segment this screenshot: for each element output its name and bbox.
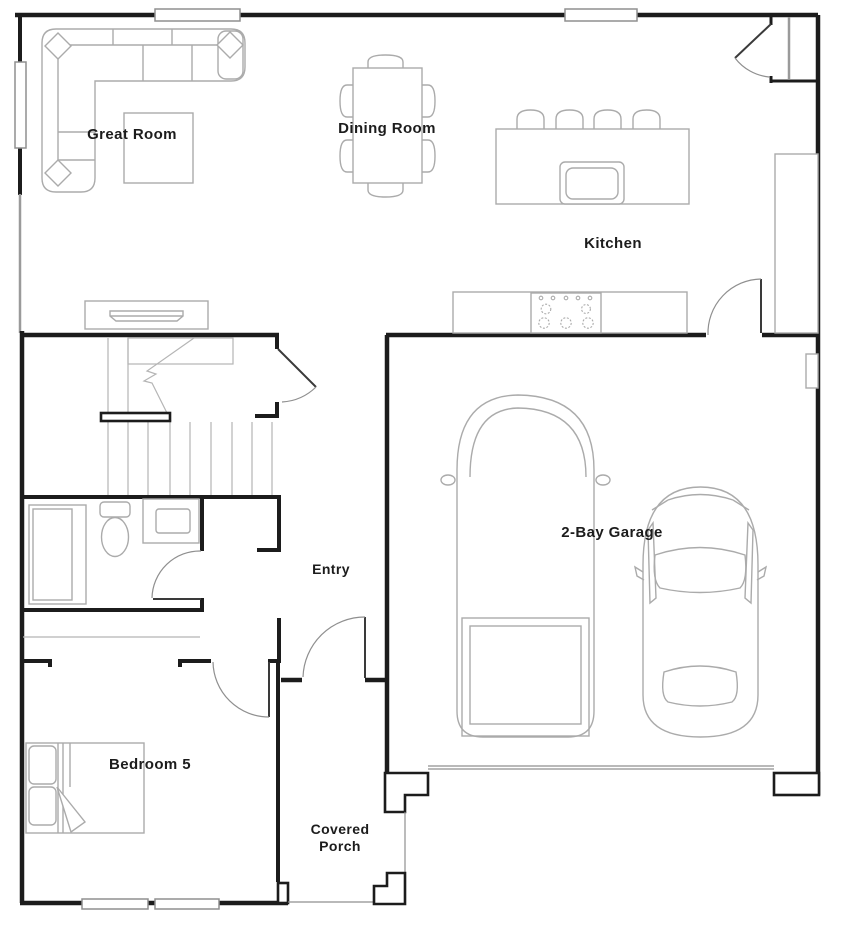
kitchen-label: Kitchen bbox=[584, 235, 642, 252]
water-heater bbox=[806, 354, 818, 388]
bedroom-top-wall bbox=[20, 659, 281, 667]
bathroom bbox=[23, 499, 201, 637]
bedroom-corner-pillar bbox=[278, 883, 288, 903]
front-door bbox=[303, 617, 365, 678]
garage-pillar-right bbox=[774, 773, 819, 795]
tv-icon bbox=[110, 311, 183, 321]
entry-west-wall bbox=[255, 333, 277, 418]
window-top-left bbox=[155, 9, 240, 21]
pantry-walls bbox=[771, 15, 818, 83]
bathroom-vanity bbox=[143, 499, 199, 543]
island-sink bbox=[560, 162, 624, 204]
toilet-icon bbox=[100, 502, 130, 557]
window-bedroom-1 bbox=[82, 899, 148, 909]
bathroom-door bbox=[152, 551, 201, 599]
entry bbox=[278, 349, 365, 678]
kitchen-counter-right bbox=[775, 154, 818, 333]
bedroom-5 bbox=[26, 662, 288, 903]
garage-entry-door bbox=[708, 279, 761, 335]
window-bedroom-2 bbox=[155, 899, 219, 909]
doors bbox=[708, 24, 771, 335]
shower bbox=[29, 505, 86, 604]
garage-label: 2-Bay Garage bbox=[561, 524, 663, 541]
under-stair-closet bbox=[128, 338, 233, 364]
pickup-truck-icon bbox=[441, 395, 610, 737]
porch-label-line2: Porch bbox=[319, 838, 361, 854]
dining-room-label: Dining Room bbox=[338, 120, 436, 137]
staircase bbox=[85, 301, 272, 495]
stair-railing bbox=[101, 413, 170, 421]
porch-label-line1: Covered bbox=[310, 821, 370, 837]
covered-porch bbox=[288, 812, 405, 904]
window-top-right bbox=[565, 9, 637, 21]
great-room bbox=[42, 29, 245, 192]
bar-stools bbox=[517, 110, 660, 129]
bedroom5-label: Bedroom 5 bbox=[109, 756, 191, 773]
dining-room bbox=[338, 55, 436, 197]
stair-hall-door bbox=[278, 349, 316, 402]
garage bbox=[385, 354, 819, 812]
garage-door bbox=[428, 766, 774, 769]
stair-treads bbox=[148, 422, 272, 495]
bedroom-door bbox=[213, 662, 269, 717]
coffee-table bbox=[124, 113, 193, 183]
window-left-wall bbox=[15, 62, 26, 148]
kitchen bbox=[453, 110, 818, 333]
entry-label: Entry bbox=[312, 561, 350, 577]
cooktop-counter bbox=[453, 292, 687, 333]
pantry-door bbox=[735, 24, 771, 77]
stair-break-line bbox=[144, 338, 194, 421]
porch-pillar bbox=[374, 873, 405, 904]
great-room-label: Great Room bbox=[87, 126, 177, 143]
garage-pillar-left bbox=[385, 773, 428, 812]
